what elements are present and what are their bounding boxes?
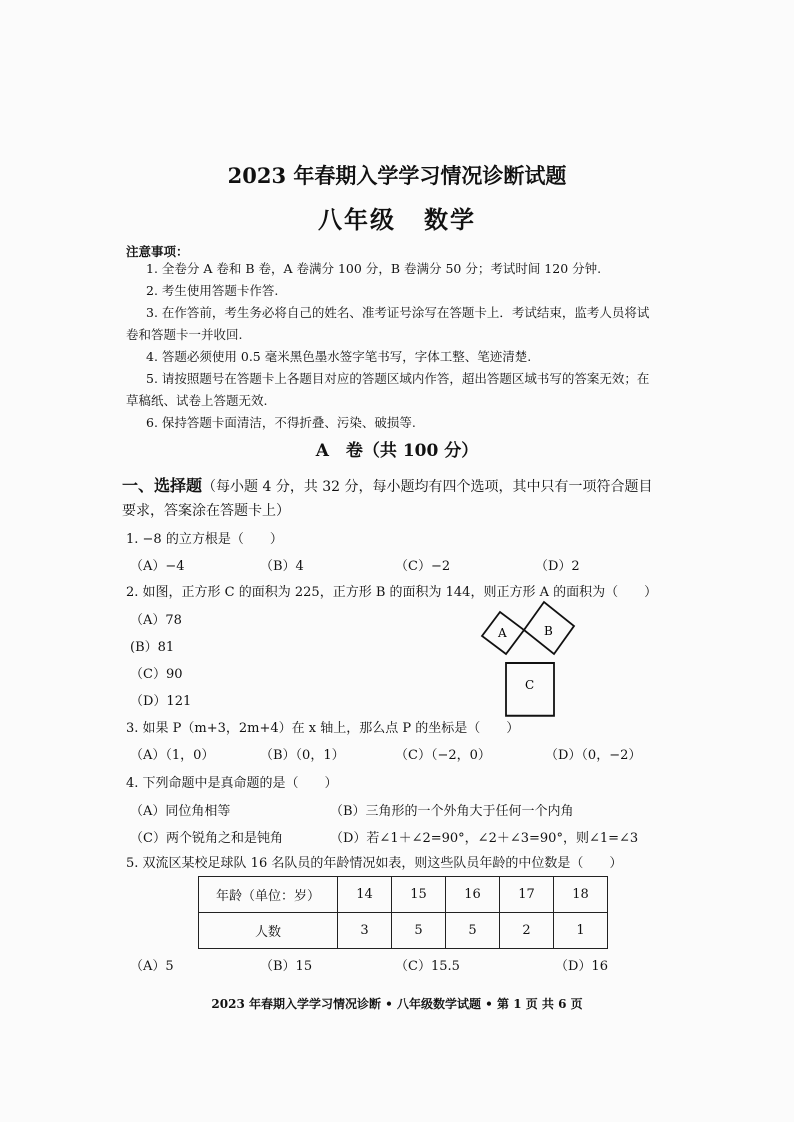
table-row-header: 年龄（单位：岁）: [199, 877, 338, 913]
page-footer: 2023 年春期入学学习情况诊断 • 八年级数学试题 • 第 1 页 共 6 页: [211, 997, 583, 1011]
label-a: A: [498, 626, 507, 640]
table-cell: 18: [554, 877, 608, 913]
option: （A）5: [130, 959, 174, 974]
option: （D）（0，−2）: [545, 748, 642, 763]
table-row: [199, 877, 608, 913]
table-cell: 3: [338, 913, 392, 949]
question-4-options-row2: [130, 827, 660, 847]
option: （B）15: [260, 959, 313, 974]
notice-item: 4. 答题必须使用 0.5 毫米黑色墨水签字笔书写，字体工整、笔迹清楚.: [146, 349, 532, 364]
option: （A）−4: [130, 559, 185, 574]
table-cell: 17: [500, 877, 554, 913]
option: （C）90: [130, 667, 183, 682]
option: （A）同位角相等: [130, 804, 231, 819]
option: （A）（1，0）: [130, 748, 215, 763]
option: (B）81: [130, 640, 175, 655]
exam-title: 2023 年春期入学学习情况诊断试题: [227, 163, 567, 188]
table-cell: 1: [554, 913, 608, 949]
option: （D）16: [555, 959, 608, 974]
question-5-stem: 5. 双流区某校足球队 16 名队员的年龄情况如表，则这些队员年龄的中位数是（ ）: [126, 856, 623, 871]
option: （D）2: [535, 559, 580, 574]
notice-item: 6. 保持答题卡面清洁，不得折叠、污染、破损等.: [146, 415, 416, 430]
option: （A）78: [130, 613, 182, 628]
question-5-options: [130, 955, 660, 975]
table-cell: 14: [338, 877, 392, 913]
table-row-header: 人数: [199, 913, 338, 949]
option: （B）（0，1）: [260, 748, 345, 763]
option: （B）4: [260, 559, 304, 574]
label-c: C: [525, 678, 535, 692]
option: （C）（−2，0）: [395, 748, 491, 763]
section-title: A 卷（共 100 分）: [315, 441, 479, 461]
table-cell: 15: [392, 877, 446, 913]
table-cell: 16: [446, 877, 500, 913]
question-3-options: [130, 744, 660, 764]
subject-label: 数学: [424, 205, 476, 234]
question-3-stem: 3. 如果 P（m+3，2m+4）在 x 轴上，那么点 P 的坐标是（ ）: [126, 721, 520, 736]
exam-subtitle: [0, 200, 794, 235]
part-heading: [122, 474, 662, 523]
age-table: [198, 876, 608, 949]
table-cell: 5: [446, 913, 500, 949]
option: （D）若∠1＋∠2=90°，∠2＋∠3=90°，则∠1=∠3: [330, 831, 639, 846]
option: （C）−2: [395, 559, 451, 574]
part-description: （每小题 4 分，共 32 分，每小题均有四个选项，其中只有一项符合题目要求，答案涂在答题卡上）: [122, 479, 653, 519]
notice-item: 5. 请按照题号在答题卡上各题目对应的答题区域内作答，超出答题区域书写的答案无效；在草稿纸、试卷上答题无效.: [126, 371, 650, 408]
option: （D）121: [130, 694, 192, 709]
option: （C）两个锐角之和是钝角: [130, 831, 283, 846]
option: （C）15.5: [395, 959, 460, 974]
notice-item: 3. 在作答前，考生务必将自己的姓名、准考证号涂写在答题卡上．考试结束，监考人员将试卷和答题卡一并收回.: [126, 305, 650, 342]
notice-item: 2. 考生使用答题卡作答.: [146, 283, 279, 298]
question-1-stem: 1. −8 的立方根是（ ）: [126, 532, 283, 547]
notice-title: 注意事项：: [126, 244, 189, 259]
question-2-stem: 2. 如图，正方形 C 的面积为 225，正方形 B 的面积为 144，则正方形 A 的面积为（ ）: [126, 585, 658, 600]
question-1-options: [130, 555, 660, 575]
table-cell: 2: [500, 913, 554, 949]
part-title: 一、选择题: [122, 476, 203, 495]
question-4-options-row1: [130, 800, 660, 820]
label-b: B: [544, 624, 553, 638]
notice-item: 1. 全卷分 A 卷和 B 卷，A 卷满分 100 分，B 卷满分 50 分；考试时间 120 分钟.: [146, 261, 602, 276]
grade-label: 八年级: [318, 205, 396, 234]
question-4-stem: 4. 下列命题中是真命题的是（ ）: [126, 776, 338, 791]
table-cell: 5: [392, 913, 446, 949]
option: （B）三角形的一个外角大于任何一个内角: [330, 804, 574, 819]
table-row: [199, 913, 608, 949]
